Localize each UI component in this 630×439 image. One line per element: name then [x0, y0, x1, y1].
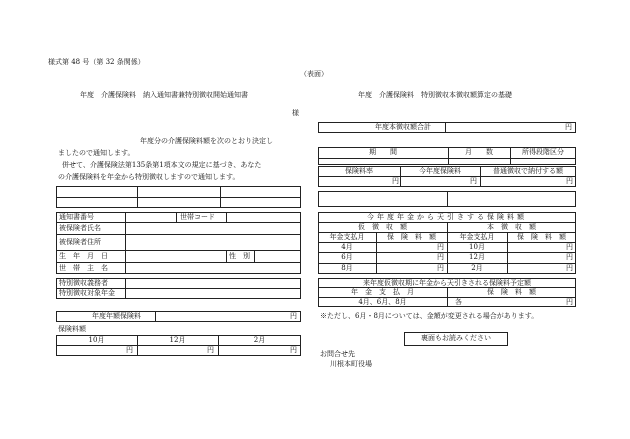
- rate-yen: 円: [392, 177, 399, 185]
- premium-month-yen: 円: [126, 346, 133, 354]
- premium-header: 保 険 料 額: [387, 233, 436, 241]
- info-col-rule: [226, 212, 227, 222]
- next-months-value: 4月、6月、8月: [358, 298, 407, 306]
- prov-month-aug: 8月: [341, 264, 353, 272]
- main-month-oct: 10月: [469, 243, 485, 251]
- sama-label: 様: [292, 109, 299, 117]
- current-premium-header: 今年度保険料: [419, 167, 461, 175]
- intro-line-3: 併せて、介護保険法第135条第1項本文の規定に基づき、あなた: [62, 161, 262, 169]
- blank-grid-rule: [137, 186, 138, 208]
- main-yen: 円: [566, 264, 573, 272]
- pension-month-header: 年金支払月: [459, 233, 495, 241]
- household-code-label: 世帯コード: [180, 213, 215, 221]
- prov-yen: 円: [437, 264, 444, 272]
- deduction-title: 今年度年金から天引きする保険料額: [367, 213, 527, 221]
- intro-line-1: 年度分の介護保険料額を次のとおり決定し: [140, 137, 273, 145]
- total-yen: 円: [565, 123, 572, 131]
- main-month-dec: 12月: [469, 253, 485, 261]
- prov-yen: 円: [437, 243, 444, 251]
- main-yen: 円: [566, 243, 573, 251]
- info-col-rule: [176, 212, 177, 222]
- note-text: ※ただし、6月・8月については、金額が変更される場合があります。: [320, 312, 539, 320]
- insured-name-label: 被保険者氏名: [59, 224, 101, 232]
- next-year-title: 来年度仮徴収期に年金から天引きされる保険料予定額: [363, 279, 531, 287]
- rate-rule: [318, 176, 576, 177]
- prov-month-apr: 4月: [341, 243, 353, 251]
- pension-target-label: 特別徴収対象年金: [59, 289, 115, 297]
- main-collection-label: 本 徴 収 額: [487, 223, 536, 231]
- pension-payer-label: 特別徴収義務者: [59, 279, 108, 287]
- pension-month-header: 年金支払月: [329, 233, 365, 241]
- intro-line-2: ましたので通知します。: [58, 149, 135, 157]
- right-title: 年度 介護保険料 特別徴収本徴収額算定の基礎: [358, 91, 512, 99]
- info-row-rule: [56, 222, 301, 223]
- provisional-label: 仮 徴 収 額: [358, 223, 407, 231]
- premium-month-feb: 2月: [253, 336, 266, 344]
- left-title: 年度 介護保険料 納入通知書兼特別徴収開始通知書: [80, 91, 248, 99]
- period-rule: [510, 159, 511, 165]
- info-col-rule: [254, 250, 255, 262]
- blank-grid-rule: [220, 186, 221, 208]
- period-row: [318, 159, 576, 165]
- period-header: 期 間: [369, 148, 397, 156]
- premium-month-yen: 円: [207, 346, 214, 354]
- premium-month-oct: 10月: [88, 336, 105, 344]
- rate-header: 保険料率: [345, 167, 373, 175]
- total-box: [318, 122, 576, 133]
- months-header: 月 数: [465, 148, 493, 156]
- form-number: 様式第 48 号（第 32 条関係）: [48, 58, 145, 66]
- next-each-label: 各: [455, 298, 462, 306]
- blank-grid-right-rule: [447, 191, 448, 207]
- next-premium-header: 保 険 料 額: [487, 288, 536, 296]
- premium-header: 保 険 料 額: [517, 233, 566, 241]
- normal-collection-header: 普通徴収で納付する額: [493, 167, 563, 175]
- blank-grid-rule: [56, 197, 301, 198]
- contact-label: お問合せ先: [320, 350, 355, 358]
- period-rule: [448, 159, 449, 165]
- notice-number-label: 通知書番号: [59, 213, 94, 221]
- main-month-feb: 2月: [471, 264, 483, 272]
- insured-address-label: 被保険者住所: [59, 238, 101, 246]
- info-row-rule: [56, 262, 301, 263]
- info-col-rule: [226, 250, 227, 262]
- premium-month-dec: 12月: [169, 336, 186, 344]
- birth-date-label: 生 年 月 日: [59, 252, 108, 260]
- prov-yen: 円: [437, 253, 444, 261]
- main-yen: 円: [566, 253, 573, 261]
- total-rule: [445, 122, 446, 133]
- info-row-rule: [56, 234, 301, 235]
- premium-month-yen: 円: [290, 346, 297, 354]
- annual-premium-label: 年度年額保険料: [92, 312, 141, 320]
- info-row-rule: [56, 250, 301, 251]
- info-col-rule: [125, 212, 126, 274]
- pension-col-rule: [125, 278, 126, 299]
- rate-yen: 円: [566, 177, 573, 185]
- premium-month-rule: [56, 345, 301, 346]
- back-notice-text: 裏面もお読みください: [421, 334, 491, 342]
- total-label: 年度本徴収額合計: [375, 123, 431, 131]
- contact-office: 川根本町役場: [330, 360, 372, 368]
- next-pay-month-header: 年 金 支 払 月: [351, 288, 414, 296]
- householder-label: 世 帯 主 名: [59, 264, 108, 272]
- income-class-header: 所得段階区分: [522, 148, 564, 156]
- next-yen: 円: [566, 298, 573, 306]
- annual-premium-rule: [155, 311, 156, 322]
- annual-premium-yen: 円: [290, 312, 297, 320]
- side-label: （表面）: [300, 70, 328, 78]
- premium-amount-label: 保険料額: [58, 325, 86, 333]
- intro-line-4: の介護保険料を年金から特別徴収しますので通知します。: [58, 173, 240, 181]
- prov-month-jun: 6月: [341, 253, 353, 261]
- gender-label: 性 別: [229, 252, 250, 260]
- rate-yen: 円: [470, 177, 477, 185]
